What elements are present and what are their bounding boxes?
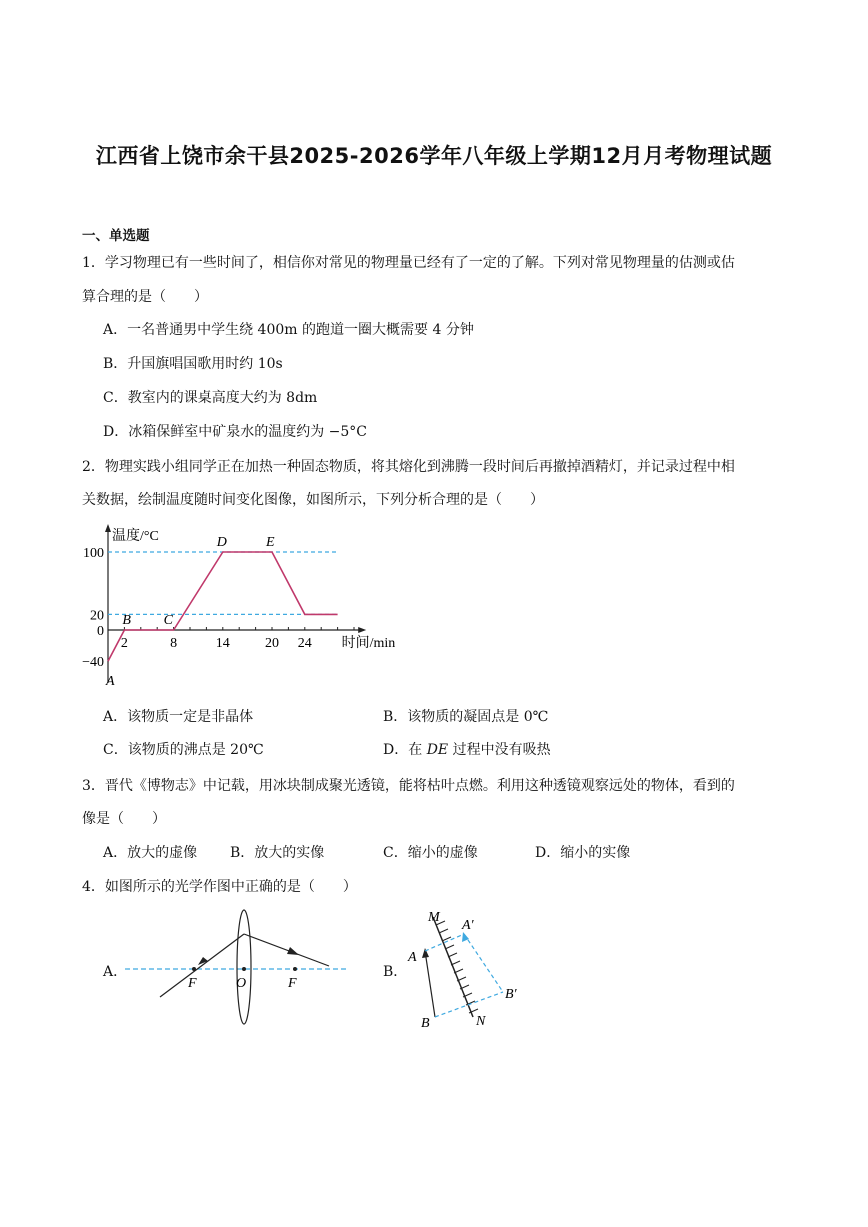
q4-stem: 4．如图所示的光学作图中正确的是（ ） bbox=[82, 879, 357, 895]
image-ab bbox=[464, 934, 503, 992]
page-title: 江西省上饶市余干县2025-2026学年八年级上学期12月月考物理试题 bbox=[95, 144, 773, 168]
x-axis-arrow bbox=[358, 627, 366, 633]
q1-stem-line2: 算合理的是（ ） bbox=[82, 289, 208, 305]
y-tick-label: 0 bbox=[97, 624, 104, 639]
label-b-image: B′ bbox=[505, 987, 517, 1002]
temperature-time-chart bbox=[72, 520, 402, 690]
point-label-a: A bbox=[106, 674, 115, 690]
q2-stem-line2: 关数据，绘制温度随时间变化图像，如图所示，下列分析合理的是（ ） bbox=[82, 492, 544, 508]
dash-aa bbox=[425, 934, 464, 951]
y-tick-label: 100 bbox=[83, 546, 104, 561]
plane-mirror-diagram bbox=[400, 905, 535, 1035]
refracted-ray bbox=[244, 934, 329, 966]
optical-center-label: O bbox=[236, 976, 247, 991]
q4-option-a-label: A． bbox=[103, 964, 128, 980]
q1-stem-line1: 1．学习物理已有一些时间了，相信你对常见的物理量已经有了一定的了解。下列对常见物理量的估测或估 bbox=[82, 255, 735, 271]
convex-lens-diagram bbox=[125, 910, 350, 1030]
y-axis-label: 温度/°C bbox=[112, 529, 159, 544]
label-b: B bbox=[421, 1016, 430, 1031]
point-label-d: D bbox=[216, 535, 227, 550]
q3-stem-line2: 像是（ ） bbox=[82, 811, 166, 827]
focus-point-left bbox=[192, 967, 196, 971]
q3-option-b: B．放大的实像 bbox=[230, 845, 325, 861]
x-tick-label: 14 bbox=[215, 636, 230, 651]
x-axis-label: 时间/min bbox=[341, 636, 396, 651]
label-m: M bbox=[428, 910, 440, 925]
focus-point-right bbox=[293, 967, 297, 971]
label-a-image: A′ bbox=[462, 918, 474, 933]
dash-bb bbox=[435, 992, 503, 1017]
q2-option-a: A．该物质一定是非晶体 bbox=[103, 709, 254, 725]
ray-arrow bbox=[287, 947, 299, 955]
q2-option-b: B．该物质的凝固点是 0℃ bbox=[383, 709, 549, 725]
mirror-hatching bbox=[436, 921, 478, 1013]
q3-option-d: D．缩小的实像 bbox=[535, 845, 631, 861]
object-ab bbox=[425, 951, 435, 1017]
label-n: N bbox=[476, 1014, 486, 1029]
q2-stem-line1: 2．物理实践小组同学正在加热一种固态物质，将其熔化到沸腾一段时间后再撤掉酒精灯，并记录过程中相 bbox=[82, 459, 735, 475]
q3-option-a: A．放大的虚像 bbox=[103, 845, 198, 861]
q1-option-c: C．教室内的课桌高度大约为 8dm bbox=[103, 390, 318, 406]
point-label-e: E bbox=[266, 535, 275, 550]
q3-stem-line1: 3．晋代《博物志》中记载，用冰块制成聚光透镜，能将枯叶点燃。利用这种透镜观察远处的物体，看到的 bbox=[82, 778, 735, 794]
x-tick-label: 24 bbox=[297, 636, 312, 651]
y-tick-label: 20 bbox=[90, 608, 104, 624]
focus-label-left: F bbox=[188, 976, 197, 991]
point-label-b: B bbox=[122, 613, 131, 628]
q1-option-d: D．冰箱保鲜室中矿泉水的温度约为 −5°C bbox=[103, 424, 368, 440]
q1-option-b: B．升国旗唱国歌用时约 10s bbox=[103, 356, 283, 372]
q3-option-c: C．缩小的虚像 bbox=[383, 845, 478, 861]
optical-center bbox=[242, 967, 246, 971]
x-tick-label: 20 bbox=[265, 636, 279, 651]
ray-arrow bbox=[198, 957, 208, 965]
incident-ray bbox=[160, 934, 247, 997]
x-tick-label: 8 bbox=[170, 636, 178, 651]
q2-option-c: C．该物质的沸点是 20℃ bbox=[103, 742, 264, 758]
q2-option-d: D．在 DE 过程中没有吸热 bbox=[383, 742, 551, 758]
point-label-c: C bbox=[163, 613, 173, 628]
q1-option-a: A．一名普通男中学生绕 400m 的跑道一圈大概需要 4 分钟 bbox=[103, 322, 474, 338]
x-tick-label: 2 bbox=[120, 636, 128, 651]
focus-label-right: F bbox=[288, 976, 297, 991]
section-heading: 一、单选题 bbox=[82, 228, 150, 244]
label-a: A bbox=[408, 950, 417, 965]
y-axis-arrow bbox=[105, 524, 111, 532]
q4-option-b-label: B． bbox=[383, 964, 408, 980]
y-tick-label: −40 bbox=[82, 655, 104, 671]
